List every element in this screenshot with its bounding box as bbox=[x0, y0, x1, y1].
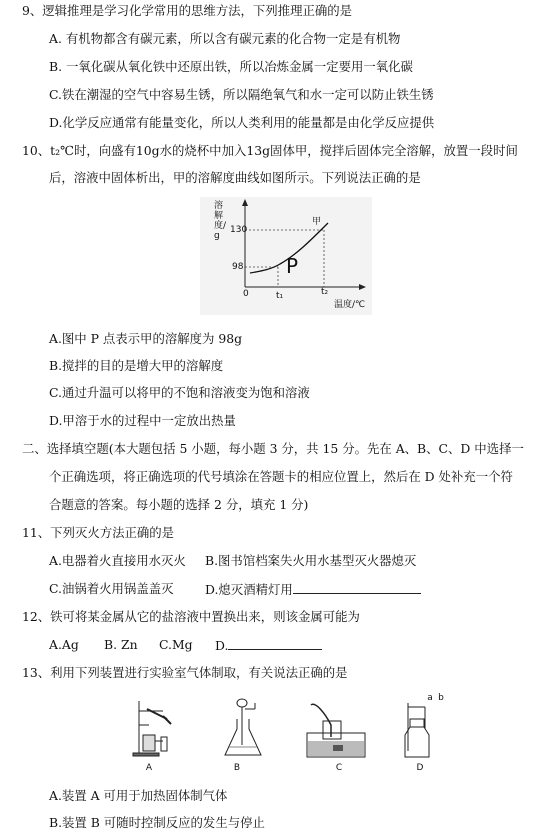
apparatus-svg bbox=[125, 695, 455, 777]
q11-option-c: C.油锅着火用锅盖盖灭 bbox=[49, 581, 174, 596]
q10-option-d: D.甲溶于水的过程中一定放出热量 bbox=[49, 413, 236, 428]
q11-option-a: A.电器着火直接用水灭火 bbox=[49, 553, 186, 568]
apparatus-a bbox=[133, 701, 171, 756]
apparatus-label-a: A bbox=[145, 763, 153, 773]
graph-ylabel: 溶解度/g bbox=[214, 201, 227, 241]
q9-option-c: C.铁在潮湿的空气中容易生锈，所以隔绝氧气和水一定可以防止铁生锈 bbox=[49, 87, 434, 102]
q10-option-a: A.图中 P 点表示甲的溶解度为 98g bbox=[49, 331, 243, 346]
graph-point-p: P bbox=[286, 254, 299, 278]
q9-stem: 9、逻辑推理是学习化学常用的思维方法，下列推理正确的是 bbox=[22, 3, 353, 18]
tube-label-a: a bbox=[427, 693, 433, 703]
apparatus-label-c: C bbox=[335, 763, 343, 773]
y-axis-arrow-icon bbox=[242, 199, 248, 206]
graph-xlabel: 温度/℃ bbox=[334, 300, 366, 310]
apparatus-label-d: D bbox=[416, 763, 424, 773]
q9-option-d: D.化学反应通常有能量变化，所以人类利用的能量都是由化学反应提供 bbox=[49, 115, 435, 130]
q11-stem: 11、下列灭火方法正确的是 bbox=[22, 525, 175, 540]
apparatus-d bbox=[405, 703, 429, 757]
graph-y-high: 130 bbox=[230, 225, 248, 235]
graph-x-t2: t₂ bbox=[321, 287, 329, 297]
q10-stem-line1: 10、t₂℃时，向盛有10g水的烧杯中加入13g固体甲，搅拌后固体完全溶解，放置一段时间 bbox=[22, 143, 518, 158]
section2-line3: 合题意的答案。每小题的选择 2 分，填充 1 分) bbox=[49, 497, 309, 512]
q11-answer-blank[interactable] bbox=[293, 581, 421, 594]
q9-option-b: B. 一氧化碳从氧化铁中还原出铁，所以冶炼金属一定要用一氧化碳 bbox=[49, 59, 413, 74]
q11-option-b: B.图书馆档案失火用水基型灭火器熄灭 bbox=[205, 553, 417, 568]
q12-option-a: A.Ag bbox=[49, 637, 79, 652]
section2-line2: 个正确选项，将正确选项的代号填涂在答题卡的相应位置上，然后在 D 处补充一个符 bbox=[49, 469, 513, 484]
tube-label-b: b bbox=[438, 693, 444, 703]
q12-option-d-text: D. bbox=[215, 638, 229, 653]
q12-option-c: C.Mg bbox=[159, 637, 193, 652]
q12-stem: 12、铁可将某金属从它的盐溶液中置换出来，则该金属可能为 bbox=[22, 609, 360, 624]
solubility-graph bbox=[200, 197, 372, 315]
q13-option-a: A.装置 A 可用于加热固体制气体 bbox=[49, 788, 228, 803]
q10-option-c: C.通过升温可以将甲的不饱和溶液变为饱和溶液 bbox=[49, 385, 310, 400]
x-axis-arrow-icon bbox=[359, 284, 366, 290]
q9-option-a: A. 有机物都含有碳元素，所以含有碳元素的化合物一定是有机物 bbox=[49, 31, 401, 46]
apparatus-figure bbox=[125, 695, 455, 777]
q11-option-d-text: D.熄灭酒精灯用 bbox=[205, 582, 293, 597]
q11-option-d bbox=[205, 581, 421, 598]
q13-stem: 13、利用下列装置进行实验室气体制取，有关说法正确的是 bbox=[22, 665, 348, 680]
graph-curve-label: 甲 bbox=[312, 217, 322, 227]
q12-option-b: B. Zn bbox=[104, 637, 138, 652]
apparatus-label-b: B bbox=[233, 763, 241, 773]
apparatus-c bbox=[307, 704, 365, 757]
q13-option-b: B.装置 B 可随时控制反应的发生与停止 bbox=[49, 815, 265, 830]
q12-answer-blank[interactable] bbox=[228, 637, 322, 650]
section2-line1: 二、选择填空题(本大题包括 5 小题，每小题 3 分，共 15 分。先在 A、B、C、D 中选择一 bbox=[22, 441, 524, 456]
apparatus-b bbox=[225, 699, 261, 755]
q10-option-b: B.搅拌的目的是增大甲的溶解度 bbox=[49, 358, 224, 373]
q10-stem-line2: 后，溶液中固体析出，甲的溶解度曲线如图所示。下列说法正确的是 bbox=[49, 170, 421, 185]
graph-x-t1: t₁ bbox=[276, 291, 284, 301]
graph-y-low: 98 bbox=[232, 262, 244, 272]
q12-option-d bbox=[215, 637, 322, 654]
graph-origin: 0 bbox=[243, 289, 249, 299]
